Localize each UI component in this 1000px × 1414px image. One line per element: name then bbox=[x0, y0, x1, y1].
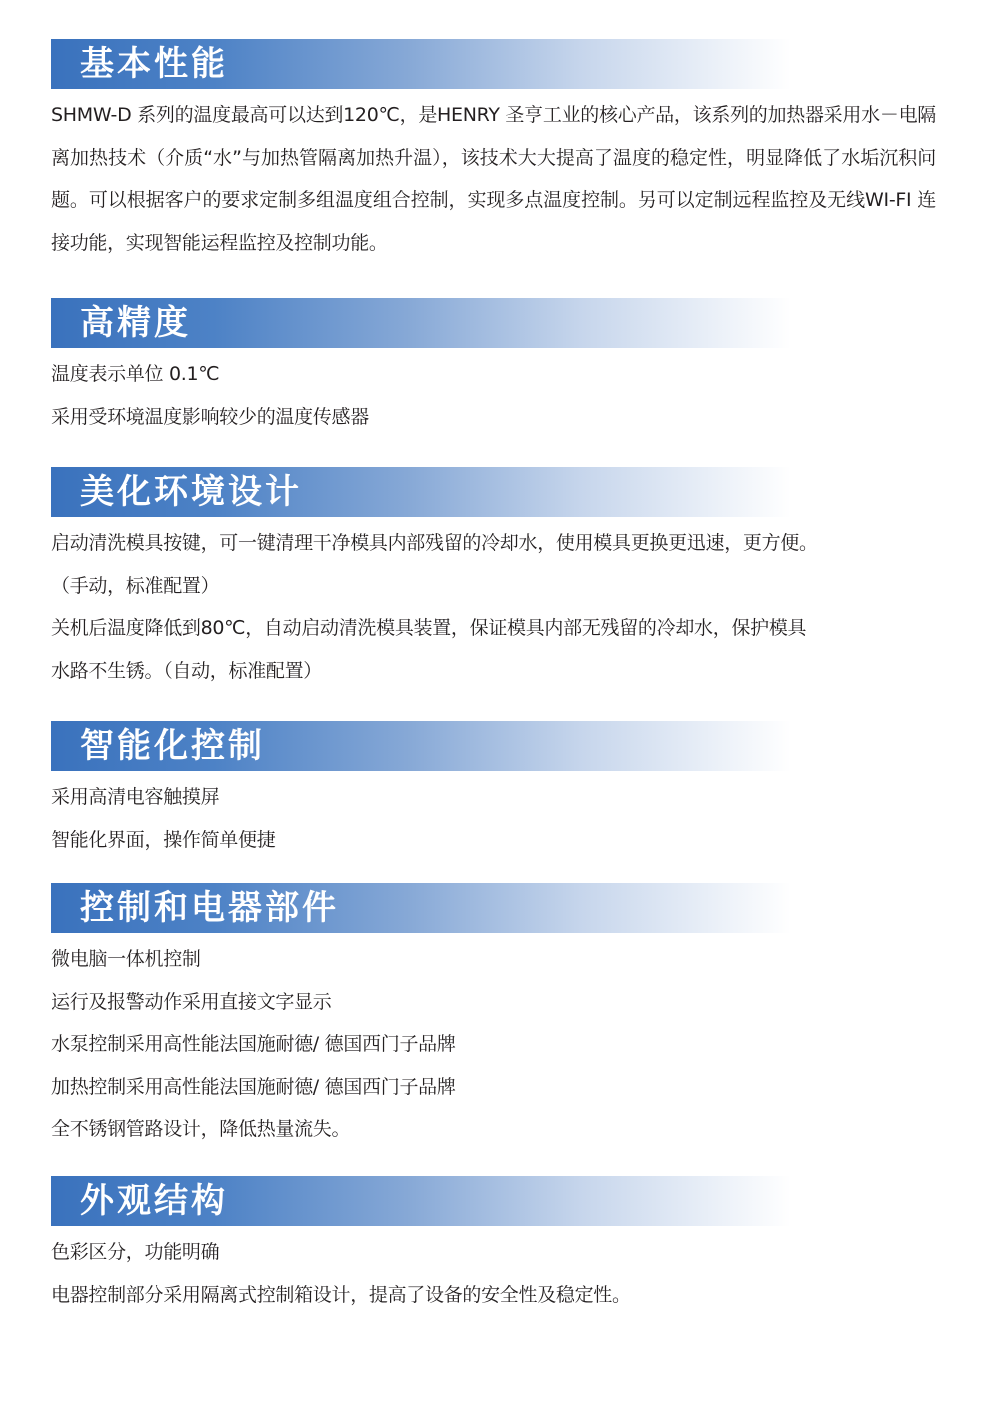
body-line: 采用受环境温度影响较少的温度传感器 bbox=[51, 405, 369, 428]
section-banner bbox=[51, 39, 791, 89]
body-line: 关机后温度降低到80℃，自动启动清洗模具装置，保证模具内部无残留的冷却水，保护模具 bbox=[51, 617, 807, 639]
section-banner bbox=[51, 1176, 791, 1226]
section-body bbox=[51, 522, 936, 692]
body-line: 采用高清电容触摸屏 bbox=[51, 786, 220, 808]
body-line: 温度表示单位 0.1℃ bbox=[51, 363, 220, 385]
section-title: 智能化控制 bbox=[80, 726, 265, 766]
section-body bbox=[51, 1231, 936, 1316]
body-line: 电器控制部分采用隔离式控制箱设计，提高了设备的安全性及稳定性。 bbox=[51, 1283, 631, 1306]
section-title: 高精度 bbox=[80, 303, 191, 343]
body-line: 智能化界面，操作简单便捷 bbox=[51, 828, 276, 851]
section-title: 美化环境设计 bbox=[80, 472, 302, 512]
section-banner bbox=[51, 883, 791, 933]
body-line: 微电脑一体机控制 bbox=[51, 948, 201, 970]
section-banner bbox=[51, 298, 791, 348]
body-line: 启动清洗模具按键，可一键清理干净模具内部残留的冷却水，使用模具更换更迅速，更方便。 bbox=[51, 532, 818, 554]
section-body bbox=[51, 353, 936, 438]
section-title: 控制和电器部件 bbox=[80, 888, 339, 928]
section-title: 外观结构 bbox=[80, 1181, 228, 1221]
body-line: 水泵控制采用高性能法国施耐德/ 德国西门子品牌 bbox=[51, 1033, 456, 1055]
body-line: 色彩区分，功能明确 bbox=[51, 1241, 220, 1263]
section-body bbox=[51, 938, 936, 1151]
section-title: 基本性能 bbox=[80, 44, 228, 84]
section-body bbox=[51, 776, 936, 861]
body-line: 运行及报警动作采用直接文字显示 bbox=[51, 990, 332, 1013]
body-line: 水路不生锈。（自动，标准配置） bbox=[51, 659, 323, 682]
body-line: （手动，标准配置） bbox=[51, 574, 220, 597]
section-paragraph: SHMW-D 系列的温度最高可以达到120℃，是HENRY 圣亨工业的核心产品，该系列的加热器采用水－电隔离加热技术（介质“水”与加热管隔离加热升温），该技术大大提高了温度的稳定性，明显降低了水垢沉积问题。可以根据客户的要求定制多组温度组合控制，实现多点温度控制。另可以定制远程监控及无线WI-FI 连接功能，实现智能运程监控及控制功能。 bbox=[51, 104, 936, 254]
body-line: 加热控制采用高性能法国施耐德/ 德国西门子品牌 bbox=[51, 1075, 456, 1098]
section-banner bbox=[51, 467, 791, 517]
body-line: 全不锈钢管路设计，降低热量流失。 bbox=[51, 1118, 351, 1140]
section-banner bbox=[51, 721, 791, 771]
